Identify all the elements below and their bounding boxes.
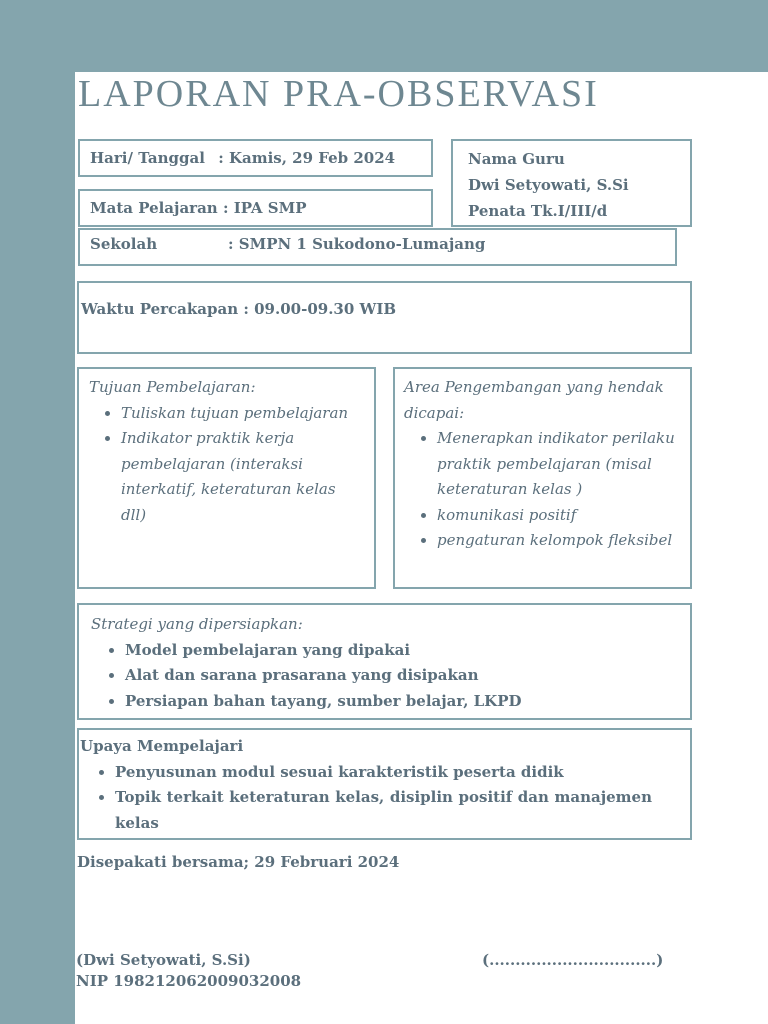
study-effort-item: • Topik terkait keteraturan kelas, disiplin positif dan manajemen kelas	[115, 785, 652, 836]
development-area-heading: Area Pengembangan yang hendak dicapai:	[404, 378, 664, 422]
teacher-name: Dwi Setyowati, S.Si	[468, 176, 629, 194]
date-box	[78, 139, 433, 177]
study-effort-box	[77, 728, 692, 840]
subject-label: Mata Pelajaran	[90, 199, 218, 217]
teacher-label: Nama Guru	[468, 150, 565, 168]
page-title: LAPORAN PRA-OBSERVASI	[78, 73, 599, 115]
learning-goal-item: • Tuliskan tujuan pembelajaran	[121, 401, 364, 427]
left-color-band	[0, 0, 75, 1024]
strategy-item: • Alat dan sarana prasarana yang disipakan	[125, 663, 690, 689]
second-signature-blank: (................................)	[482, 951, 664, 969]
agreement-text: Disepakati bersama; 29 Februari 2024	[77, 853, 400, 871]
school-value: : SMPN 1 Sukodono-Lumajang	[228, 235, 486, 253]
learning-goals-heading: Tujuan Pembelajaran:	[89, 378, 256, 396]
time-label: Waktu Percakapan	[81, 300, 239, 318]
strategy-box	[77, 603, 692, 720]
learning-goals-box	[77, 367, 376, 589]
date-label: Hari/ Tanggal	[90, 149, 205, 167]
development-area-item: • pengaturan kelompok fleksibel	[437, 528, 690, 554]
learning-goal-item: • Indikator praktik kerja pembelajaran (interaksi interkatif, keteraturan kelas dll)	[121, 426, 364, 528]
date-value: : Kamis, 29 Feb 2024	[218, 149, 396, 167]
signer-name: (Dwi Setyowati, S.Si)	[76, 951, 251, 969]
time-value: : 09.00-09.30 WIB	[243, 300, 397, 318]
time-box	[77, 281, 692, 354]
signer-nip: NIP 198212062009032008	[76, 972, 302, 990]
study-effort-heading: Upaya Mempelajari	[80, 737, 244, 755]
study-effort-item: • Penyusunan modul sesuai karakteristik peserta didik	[115, 760, 652, 786]
subject-box	[78, 189, 433, 227]
development-area-item: • komunikasi positif	[437, 503, 690, 529]
strategy-heading: Strategi yang dipersiapkan:	[91, 615, 303, 633]
teacher-rank: Penata Tk.I/III/d	[468, 202, 608, 220]
subject-value: : IPA SMP	[222, 199, 307, 217]
development-area-item: • Menerapkan indikator perilaku praktik pembelajaran (misal keteraturan kelas )	[437, 426, 690, 503]
strategy-item: • Persiapan bahan tayang, sumber belajar, LKPD	[125, 689, 690, 715]
school-box	[78, 228, 677, 266]
school-label: Sekolah	[90, 235, 158, 253]
teacher-box	[451, 139, 692, 227]
strategy-item: • Model pembelajaran yang dipakai	[125, 638, 690, 664]
top-color-band	[0, 0, 768, 72]
development-area-box	[393, 367, 692, 589]
